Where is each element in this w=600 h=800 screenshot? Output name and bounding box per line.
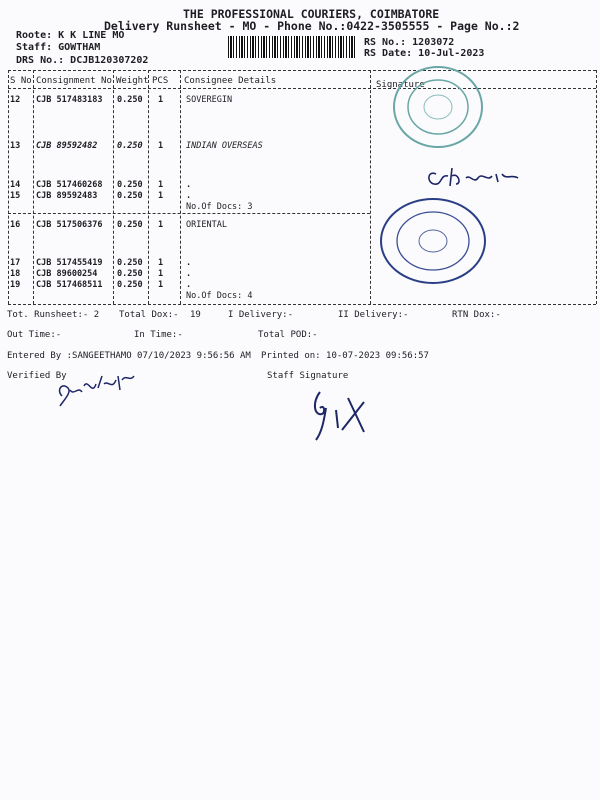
printed-on: Printed on: 10-07-2023 09:56:57 (261, 351, 429, 361)
row-weight: 0.250 (117, 191, 143, 201)
row-consignee: . (186, 180, 192, 190)
col-rule (33, 70, 34, 304)
entered-by: Entered By :SANGEETHAMO 07/10/2023 9:56:56 AM (7, 351, 251, 361)
col-header-consignee: Consignee Details (184, 76, 277, 86)
row-consignment: CJB 89592482 (36, 141, 98, 151)
rs-date: RS Date: 10-Jul-2023 (364, 48, 485, 59)
group-separator (8, 213, 370, 214)
out-time-label: Out Time:- (7, 330, 62, 340)
row-pcs: 1 (158, 269, 164, 279)
table-header-rule (8, 88, 596, 89)
col-header-consignment: Consignment No (36, 76, 112, 86)
table-bottom-rule (8, 304, 596, 305)
table-top-rule (8, 70, 596, 71)
row-consignee: . (186, 258, 192, 268)
row-sno: 12 (10, 95, 21, 105)
signature-scribble-1 (418, 160, 528, 196)
row-pcs: 1 (158, 280, 164, 290)
row-sno: 17 (10, 258, 21, 268)
row-consignment: CJB 517506376 (36, 220, 103, 230)
row-sno: 16 (10, 220, 21, 230)
row-pcs: 1 (158, 141, 164, 151)
col-header-sno: S No (10, 76, 32, 86)
in-time-label: In Time:- (134, 330, 183, 340)
docs-count-group1: No.Of Docs: 3 (186, 202, 253, 212)
verified-by-label: Verified By (7, 371, 67, 381)
row-consignee: . (186, 191, 192, 201)
col-header-signature: Signature (376, 80, 425, 90)
row-sno: 18 (10, 269, 21, 279)
staff-label: Staff: GOWTHAM (16, 42, 101, 53)
row-sno: 14 (10, 180, 21, 190)
row-weight: 0.250 (117, 280, 143, 290)
row-consignee: . (186, 280, 192, 290)
docs-count-group2: No.Of Docs: 4 (186, 291, 253, 301)
row-weight: 0.250 (117, 141, 143, 151)
col-header-pcs: PCS (152, 76, 169, 86)
row-pcs: 1 (158, 220, 164, 230)
staff-signature-label: Staff Signature (267, 371, 349, 381)
row-weight: 0.250 (117, 180, 143, 190)
total-runsheet: Tot. Runsheet:- 2 (7, 310, 100, 320)
row-sno: 15 (10, 191, 21, 201)
verified-by-signature (52, 366, 138, 414)
col-rule (8, 70, 9, 304)
runsheet-subtitle: Delivery Runsheet - MO - Phone No.:0422-3505555 - Page No.:2 (104, 19, 520, 33)
row-pcs: 1 (158, 95, 164, 105)
row-consignment: CJB 89592483 (36, 191, 98, 201)
staff-signature-mark (306, 388, 376, 444)
barcode (228, 36, 356, 58)
ii-delivery-label: II Delivery:- (338, 310, 409, 320)
stamp-circle-top (390, 62, 486, 152)
row-consignee: SOVEREGIN (186, 95, 233, 105)
rs-number: RS No.: 1203072 (364, 37, 455, 48)
company-name: THE PROFESSIONAL COURIERS, COIMBATORE (183, 7, 440, 21)
row-consignment: CJB 517455419 (36, 258, 103, 268)
col-rule (113, 70, 114, 304)
rtn-dox-label: RTN Dox:- (452, 310, 501, 320)
col-header-weight: Weight (116, 76, 149, 86)
total-dox-value: 19 (190, 310, 201, 320)
row-sno: 19 (10, 280, 21, 290)
i-delivery-label: I Delivery:- (228, 310, 294, 320)
stamp-circle-bottom (376, 195, 490, 287)
row-pcs: 1 (158, 191, 164, 201)
row-sno: 13 (10, 141, 21, 151)
route-label: Roote: K K LINE MO (16, 30, 125, 41)
col-rule (596, 70, 597, 304)
row-weight: 0.250 (117, 220, 143, 230)
row-consignee: . (186, 269, 192, 279)
row-consignee: ORIENTAL (186, 220, 227, 230)
col-rule (180, 70, 181, 304)
row-weight: 0.250 (117, 258, 143, 268)
row-pcs: 1 (158, 258, 164, 268)
row-consignment: CJB 89600254 (36, 269, 98, 279)
col-rule (370, 70, 371, 304)
row-weight: 0.250 (117, 95, 143, 105)
row-consignment: CJB 517460268 (36, 180, 103, 190)
row-pcs: 1 (158, 180, 164, 190)
row-consignment: CJB 517483183 (36, 95, 103, 105)
row-consignment: CJB 517468511 (36, 280, 103, 290)
row-weight: 0.250 (117, 269, 143, 279)
col-rule (148, 70, 149, 304)
total-pod-label: Total POD:- (258, 330, 318, 340)
total-dox-label: Total Dox:- (119, 310, 179, 320)
row-consignee: INDIAN OVERSEAS (186, 141, 263, 151)
drs-number: DRS No.: DCJB120307202 (16, 55, 149, 66)
